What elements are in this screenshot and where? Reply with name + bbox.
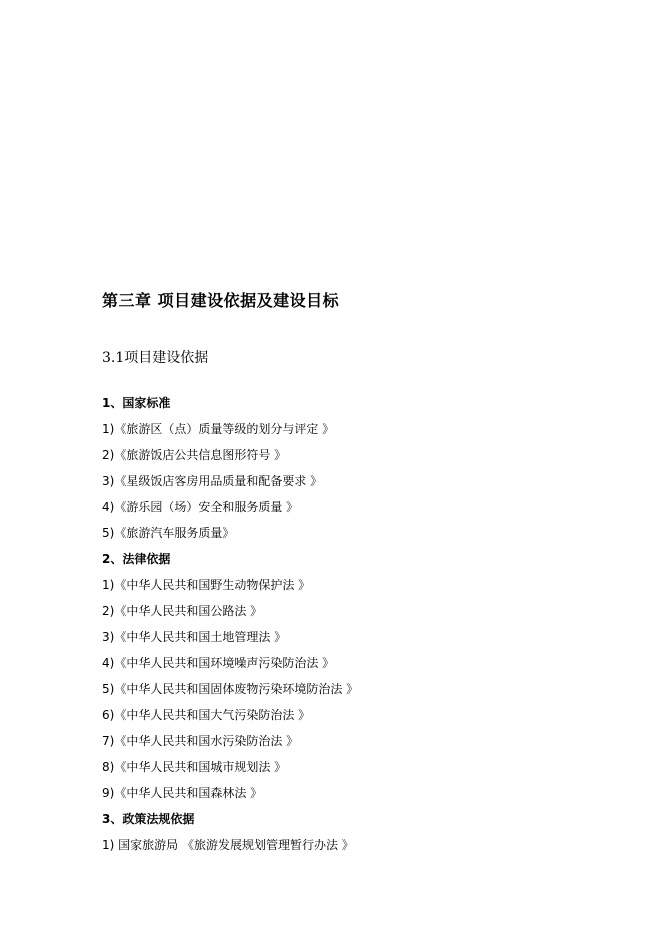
list-item: 4)《游乐园（场）安全和服务质量 》 xyxy=(102,500,299,514)
list-item: 7)《中华人民共和国水污染防治法 》 xyxy=(102,734,299,748)
list-item: 1) 国家旅游局 《旅游发展规划管理暂行办法 》 xyxy=(102,838,354,852)
list-item: 1)《中华人民共和国野生动物保护法 》 xyxy=(102,578,311,592)
list-item: 1)《旅游区（点）质量等级的划分与评定 》 xyxy=(102,422,335,436)
basis-list xyxy=(102,393,622,861)
list-item: 5)《旅游汽车服务质量》 xyxy=(102,526,235,540)
list-heading: 1、国家标准 xyxy=(102,396,171,410)
list-heading: 2、法律依据 xyxy=(102,552,171,566)
list-item: 6)《中华人民共和国大气污染防治法 》 xyxy=(102,708,311,722)
list-item: 4)《中华人民共和国环境噪声污染防治法 》 xyxy=(102,656,335,670)
section-title: 3.1项目建设依据 xyxy=(102,350,209,366)
list-heading: 3、政策法规依据 xyxy=(102,812,195,826)
list-item: 8)《中华人民共和国城市规划法 》 xyxy=(102,760,287,774)
list-item: 2)《旅游饭店公共信息图形符号 》 xyxy=(102,448,287,462)
list-item: 5)《中华人民共和国固体废物污染环境防治法 》 xyxy=(102,682,359,696)
list-item: 9)《中华人民共和国森林法 》 xyxy=(102,786,263,800)
chapter-title: 第三章 项目建设依据及建设目标 xyxy=(102,291,340,310)
list-item: 2)《中华人民共和国公路法 》 xyxy=(102,604,263,618)
list-item: 3)《星级饭店客房用品质量和配备要求 》 xyxy=(102,474,323,488)
list-item: 3)《中华人民共和国土地管理法 》 xyxy=(102,630,287,644)
